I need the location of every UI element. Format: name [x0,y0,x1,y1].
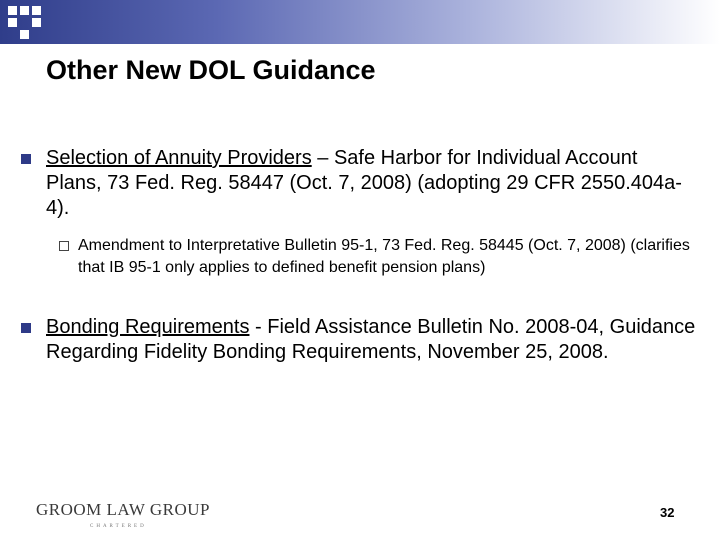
square-bullet-icon [21,323,31,333]
slide-title: Other New DOL Guidance [46,55,376,85]
decorative-square [32,6,41,15]
decorative-square [8,18,17,27]
bullet-link[interactable]: Selection of Annuity Providers [46,147,312,169]
page-number: 32 [660,505,675,520]
decorative-square [20,30,29,39]
bullet-body: – Safe Harbor for Individual Account Plans, 73 Fed. Reg. 58447 (Oct. 7, 2008) (adopting 29 CFR 2550.404a-4). [46,147,682,219]
header-band [0,0,720,44]
logo-subtext: CHARTERED [90,524,147,529]
decorative-square [20,6,29,15]
checkbox-bullet-icon [59,241,69,251]
bullet-link[interactable]: Bonding Requirements [46,316,250,338]
decorative-square [8,6,17,15]
decorative-square [32,18,41,27]
groom-law-group-logo: GROOM LAW GROUP [36,500,210,519]
bullet-text [46,315,696,365]
bullet-body: - Field Assistance Bulletin No. 2008-04, Guidance Regarding Fidelity Bonding Requirements, November 25, 2008. [46,316,696,363]
bullet-text [46,146,696,221]
sub-bullet-text: Amendment to Interpretative Bulletin 95-1, 73 Fed. Reg. 58445 (Oct. 7, 2008) (clarifies that IB 95-1 only applies to defined benefit pension plans) [78,237,690,276]
square-bullet-icon [21,154,31,164]
